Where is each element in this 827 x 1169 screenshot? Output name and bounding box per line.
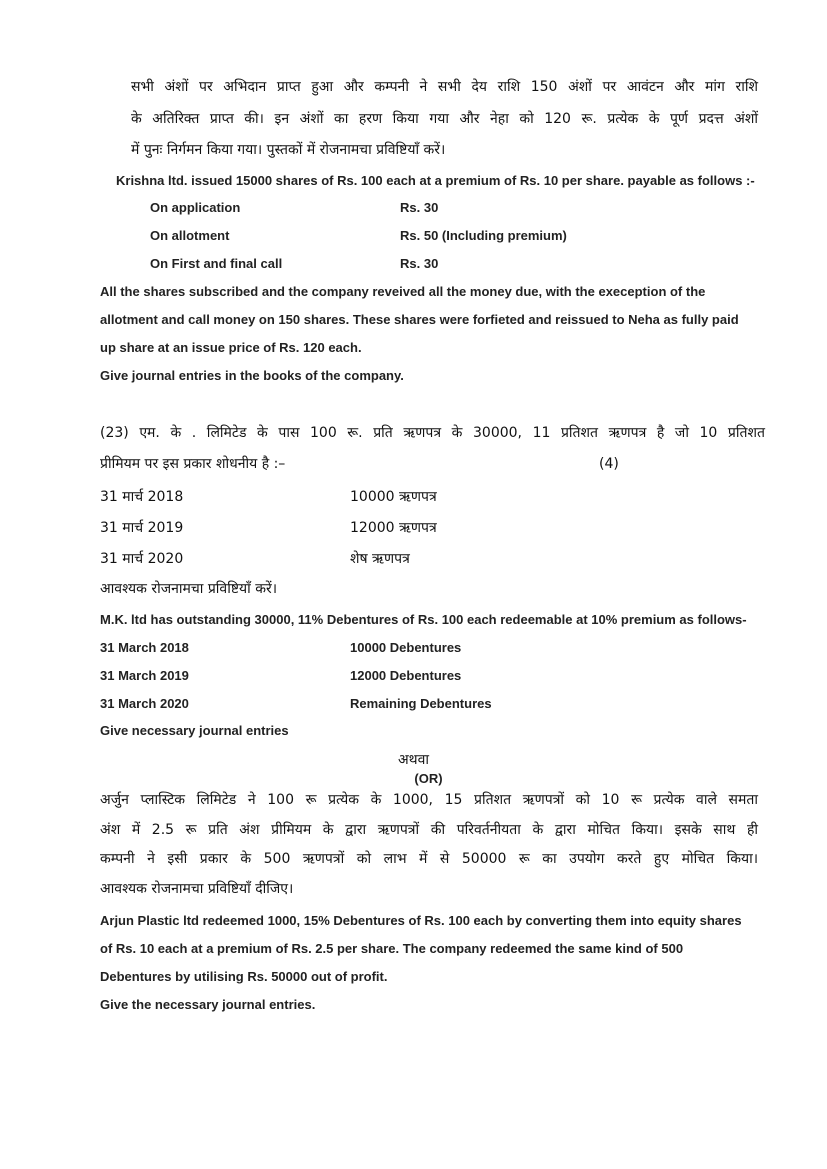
- schedule-amount: Rs. 30: [400, 256, 439, 271]
- paragraph-line: Arjun Plastic ltd redeemed 1000, 15% Debentures of Rs. 100 each by converting them into equity shares: [100, 913, 742, 928]
- paragraph-line: of Rs. 10 each at a premium of Rs. 2.5 per share. The company redeemed the same kind of 500: [100, 941, 684, 956]
- paragraph-line: आवश्यक रोजनामचा प्रविष्टियाँ दीजिए।: [100, 881, 294, 897]
- paragraph-line: allotment and call money on 150 shares. These shares were forfieted and reissued to Neha as fully paid: [100, 312, 739, 327]
- schedule-value: Remaining Debentures: [350, 696, 492, 711]
- or-hindi: अथवा: [397, 752, 430, 768]
- or-english: (OR): [414, 771, 443, 786]
- instruction: Give necessary journal entries: [100, 723, 289, 738]
- paragraph-line: Debentures by utilising Rs. 50000 out of profit.: [100, 969, 388, 984]
- schedule-date: 31 मार्च 2020: [100, 551, 184, 567]
- question-line: (23) एम. के . लिमिटेड के पास 100 रू. प्रति ऋणपत्र के 30000, 11 प्रतिशत ऋणपत्र है जो 10 प्रतिशत: [100, 425, 765, 441]
- schedule-label: On allotment: [150, 228, 230, 243]
- schedule-label: On First and final call: [150, 256, 283, 271]
- intro-line: M.K. ltd has outstanding 30000, 11% Debentures of Rs. 100 each redeemable at 10% premium as follows-: [100, 612, 747, 627]
- schedule-value: 12000 Debentures: [350, 668, 462, 683]
- schedule-label: On application: [150, 200, 241, 215]
- marks: (4): [599, 456, 619, 472]
- question-line: प्रीमियम पर इस प्रकार शोधनीय है :–: [100, 456, 286, 472]
- paragraph-line: सभी अंशों पर अभिदान प्राप्त हुआ और कम्पनी ने सभी देय राशि 150 अंशों पर आवंटन और मांग राशि: [131, 79, 758, 95]
- schedule-date: 31 March 2019: [100, 668, 189, 683]
- schedule-date: 31 March 2020: [100, 696, 189, 711]
- paragraph-line: Give the necessary journal entries.: [100, 997, 316, 1012]
- schedule-value: शेष ऋणपत्र: [350, 551, 410, 567]
- schedule-date: 31 मार्च 2019: [100, 520, 184, 536]
- schedule-date: 31 मार्च 2018: [100, 489, 184, 505]
- instruction: आवश्यक रोजनामचा प्रविष्टियाँ करें।: [100, 581, 277, 597]
- schedule-amount: Rs. 30: [400, 200, 439, 215]
- intro-line: Krishna ltd. issued 15000 shares of Rs. 100 each at a premium of Rs. 10 per share. payable as follows :-: [116, 173, 755, 188]
- paragraph-line: कम्पनी ने इसी प्रकार के 500 ऋणपत्रों को लाभ में से 50000 रू का उपयोग करते हुए मोचित किया।: [100, 851, 758, 867]
- schedule-amount: Rs. 50 (Including premium): [400, 228, 567, 243]
- paragraph-line: up share at an issue price of Rs. 120 each.: [100, 340, 362, 355]
- paragraph-line: Give journal entries in the books of the company.: [100, 368, 404, 383]
- schedule-value: 12000 ऋणपत्र: [350, 520, 437, 536]
- paragraph-line: अर्जुन प्लास्टिक लिमिटेड ने 100 रू प्रत्येक के 1000, 15 प्रतिशत ऋणपत्रों को 10 रू प्रत्येक वाले समता: [100, 792, 758, 808]
- paragraph-line: All the shares subscribed and the company reveived all the money due, with the exeception of the: [100, 284, 706, 299]
- paragraph-line: अंश में 2.5 रू प्रति अंश प्रीमियम के द्वारा ऋणपत्रों की परिवर्तनीयता के द्वारा मोचित किया। इसके साथ ही: [100, 822, 758, 838]
- schedule-date: 31 March 2018: [100, 640, 189, 655]
- paragraph-line: के अतिरिक्त प्राप्त की। इन अंशों का हरण किया गया और नेहा को 120 रू. प्रत्येक के पूर्ण प्रदत्त अंशों: [131, 111, 758, 127]
- paragraph-line: में पुनः निर्गमन किया गया। पुस्तकों में रोजनामचा प्रविष्टियाँ करें।: [131, 142, 446, 158]
- schedule-value: 10000 Debentures: [350, 640, 462, 655]
- schedule-value: 10000 ऋणपत्र: [350, 489, 437, 505]
